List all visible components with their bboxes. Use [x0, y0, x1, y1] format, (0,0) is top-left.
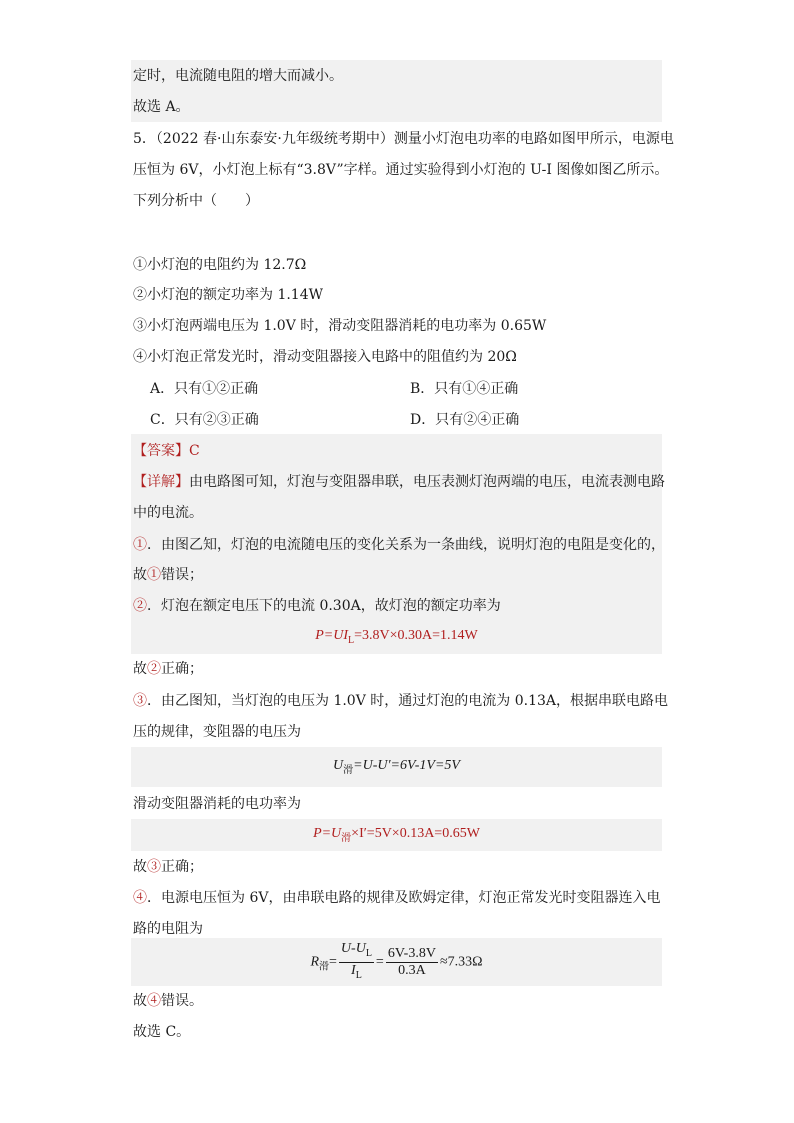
fraction-numeric-num: 6V-3.8V [387, 945, 436, 961]
point-3-line-3: 滑动变阻器消耗的电功率为 [133, 796, 301, 812]
point-1-mark: ① [133, 537, 147, 553]
point-1-ref-mark: ① [147, 567, 161, 583]
formula-voltage-u: U [333, 758, 344, 773]
frac-den-text: I [351, 962, 356, 978]
question-line-3: 下列分析中（ ） [133, 193, 259, 209]
prev-text-line: 定时，电流随电阻的增大而减小。 [133, 68, 343, 84]
point-3-end [133, 858, 203, 876]
answer-line [133, 442, 200, 460]
point-4-ref-mark: ④ [147, 993, 161, 1009]
formula-voltage [131, 758, 662, 776]
fraction-symbolic-den [339, 963, 374, 984]
formula-eq: = [329, 954, 337, 970]
formula-power [131, 628, 662, 646]
point-3-end-pre: 故 [133, 859, 147, 875]
option-d: D．只有②④正确 [410, 412, 520, 428]
point-1-pre: 故 [133, 567, 147, 583]
point-1-line-1 [133, 536, 665, 554]
point-4-line-2: 路的电阻为 [133, 921, 203, 937]
point-1-post: 错误； [161, 567, 203, 583]
point-3-end-post: 正确； [161, 859, 203, 875]
point-2-line-1 [133, 597, 501, 615]
point-2-end [133, 660, 203, 678]
frac-num-sub: L [365, 947, 372, 959]
answer-label: 【答案】 [133, 443, 189, 459]
option-b: B．只有①④正确 [410, 381, 519, 397]
formula-power-lhs: P=UI [315, 628, 349, 643]
fraction-numeric-den: 0.3A [398, 962, 426, 978]
point-1-text: ．由图乙知，灯泡的电流随电压的变化关系为一条曲线，说明灯泡的电阻是变化的， [147, 537, 665, 553]
final-answer: 故选 C。 [133, 1024, 191, 1040]
formula-approx: ≈7.33Ω [439, 954, 483, 970]
formula-voltage-sub: 滑 [343, 764, 354, 776]
point-3-ref-mark: ③ [147, 859, 161, 875]
point-2-end-post: 正确； [161, 661, 203, 677]
detail-line-1 [133, 473, 665, 491]
question-line-1: 5．（2022 春·山东泰安·九年级统考期中）测量小灯泡电功率的电路如图甲所示，电源电 [133, 131, 674, 147]
statement-4: ④小灯泡正常发光时，滑动变阻器接入电路中的阻值约为 20Ω [133, 349, 517, 365]
formula-rheostat-power [131, 826, 662, 844]
formula-eq-2: = [375, 954, 384, 970]
formula-r: R [310, 954, 320, 970]
formula-rp-sub: 滑 [341, 832, 352, 844]
point-2-end-pre: 故 [133, 661, 147, 677]
point-3-line-2: 压的规律，变阻器的电压为 [133, 724, 301, 740]
prev-answer-line: 故选 A。 [133, 99, 190, 115]
formula-voltage-rhs: =U-U′=6V-1V=5V [353, 758, 460, 773]
fraction-symbolic-num [339, 941, 374, 963]
point-2-ref-mark: ② [147, 661, 161, 677]
point-3-line-1 [133, 692, 668, 710]
answer-value: C [189, 443, 200, 459]
statement-3: ③小灯泡两端电压为 1.0V 时，滑动变阻器消耗的电功率为 0.65W [133, 318, 547, 334]
formula-power-rhs: =3.8V×0.30A=1.14W [354, 628, 478, 643]
point-3-mark: ③ [133, 693, 147, 709]
point-4-mark: ④ [133, 890, 147, 906]
point-4-end [133, 992, 203, 1010]
formula-power-sub: L [348, 634, 355, 646]
statement-2: ②小灯泡的额定功率为 1.14W [133, 287, 324, 303]
point-2-mark: ② [133, 598, 147, 614]
formula-rp-rhs: ×I′=5V×0.13A=0.65W [351, 826, 480, 841]
point-3-text: ．由乙图知，当灯泡的电压为 1.0V 时，通过灯泡的电流为 0.13A，根据串联电路电 [147, 693, 669, 709]
formula-resistance [131, 941, 662, 984]
fraction-symbolic [339, 941, 374, 984]
point-4-end-post: 错误。 [161, 993, 203, 1009]
detail-text-1: 由电路图可知，灯泡与变阻器串联，电压表测灯泡两端的电压，电流表测电路 [189, 474, 665, 490]
point-4-end-pre: 故 [133, 993, 147, 1009]
detail-label: 【详解】 [133, 474, 189, 490]
point-1-line-2 [133, 566, 203, 584]
point-2-text: ．灯泡在额定电压下的电流 0.30A，故灯泡的额定功率为 [147, 598, 501, 614]
statement-1: ①小灯泡的电阻约为 12.7Ω [133, 257, 307, 273]
option-c: C．只有②③正确 [150, 412, 259, 428]
frac-den-sub: L [355, 969, 362, 981]
formula-rp-lhs: P=U [313, 826, 342, 841]
detail-line-2: 中的电流。 [133, 505, 203, 521]
frac-num-text: U-U [340, 941, 366, 956]
option-a: A．只有①②正确 [150, 381, 259, 397]
question-line-2: 压恒为 6V，小灯泡上标有“3.8V”字样。通过实验得到小灯泡的 U-I 图像如图乙所示。 [133, 162, 669, 178]
point-4-text: ．电源电压恒为 6V，由串联电路的规律及欧姆定律，灯泡正常发光时变阻器连入电 [147, 890, 661, 906]
point-4-line-1 [133, 889, 660, 907]
formula-r-sub: 滑 [319, 961, 330, 973]
fraction-numeric [386, 946, 438, 979]
